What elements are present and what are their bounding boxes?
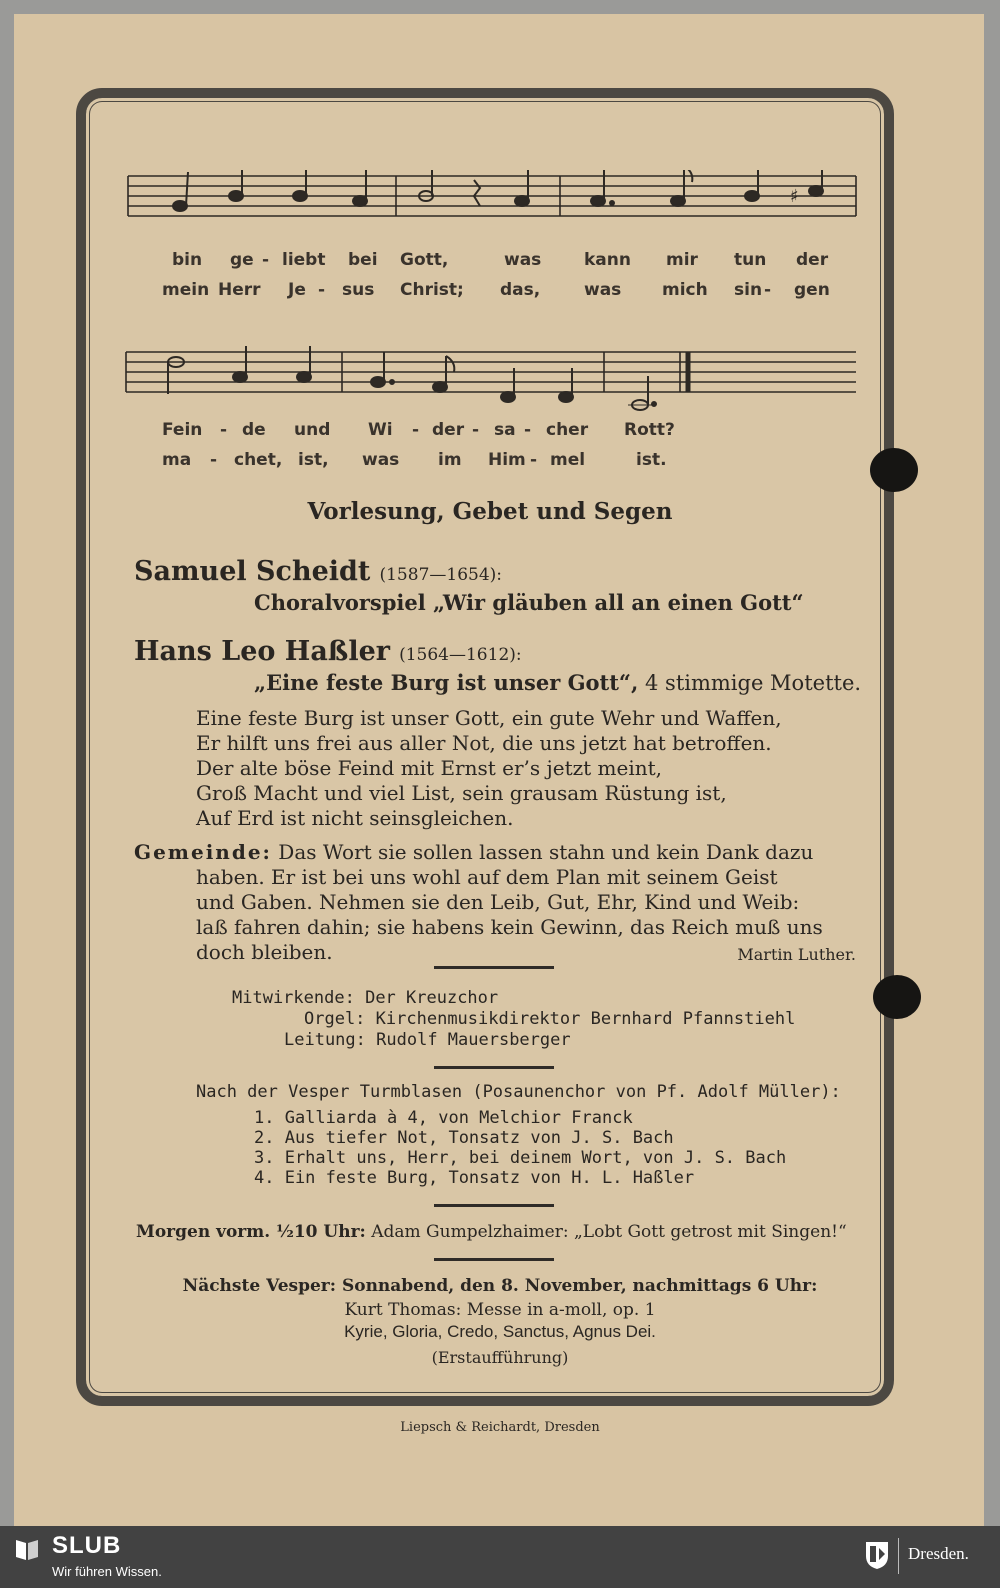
lyrics-block-1 [150, 250, 850, 310]
syllable: Je [288, 280, 306, 300]
syllable: gen [794, 280, 830, 300]
gemeinde-text: Das Wort sie sollen lassen stahn und kein Dank dazu [278, 840, 814, 864]
poem-line: Er hilft uns frei aus aller Not, die uns jetzt hat betroffen. [196, 731, 772, 755]
gemeinde-first-line [134, 840, 856, 865]
syllable: im [438, 450, 462, 470]
motet-title: „Eine feste Burg ist unser Gott“, [254, 670, 639, 695]
syllable: bei [348, 250, 378, 270]
svg-text:♯: ♯ [790, 186, 799, 207]
syllable: chet, [234, 450, 283, 470]
punch-hole [873, 975, 921, 1019]
syllable: das, [500, 280, 541, 300]
composer-years: (1564—1612): [399, 645, 522, 665]
music-staff-1 [124, 170, 862, 230]
syllable: mel [550, 450, 586, 470]
syllable: - [210, 450, 218, 470]
syllable: de [242, 420, 266, 440]
syllable: - [472, 420, 480, 440]
tower-music-item: 2. Aus tiefer Not, Tonsatz von J. S. Bach [254, 1128, 674, 1148]
lyrics-row [150, 420, 850, 450]
syllable: ma [162, 450, 192, 470]
gemeinde-line: haben. Er ist bei uns wohl auf dem Plan mit seinem Geist [196, 865, 778, 889]
syllable: Rott? [624, 420, 675, 440]
performer-label: Leitung: [284, 1030, 366, 1050]
gemeinde-last-line [134, 940, 856, 965]
poem-line: Der alte böse Feind mit Ernst er’s jetzt meint, [196, 756, 663, 780]
syllable: Christ; [400, 280, 464, 300]
syllable: - [530, 450, 538, 470]
syllable: kann [584, 250, 631, 270]
syllable: mir [666, 250, 698, 270]
motet-description: 4 stimmige Motette. [645, 671, 862, 695]
coat-of-arms-icon [864, 1540, 890, 1570]
tomorrow-time: Morgen vorm. ½10 Uhr: [136, 1222, 366, 1242]
syllable: ist. [636, 450, 667, 470]
tower-music-list [254, 1108, 786, 1188]
hymn-author: Martin Luther. [737, 945, 856, 964]
composer-entry-scheidt [134, 556, 502, 587]
composer-entry-hassler [134, 636, 522, 667]
work-title: Choralvorspiel „Wir gläuben all an einen Gott“ [254, 590, 804, 615]
syllable: Wi [368, 420, 393, 440]
motet-text [196, 706, 782, 831]
library-tagline: Wir führen Wissen. [52, 1564, 162, 1579]
syllable: mich [662, 280, 708, 300]
performer-row [232, 1030, 795, 1051]
syllable: mein [162, 280, 210, 300]
composer-name: Samuel Scheidt [134, 556, 371, 587]
punch-hole [870, 448, 918, 492]
syllable: sa [494, 420, 516, 440]
syllable: - [262, 250, 270, 270]
lyrics-row [150, 250, 850, 280]
syllable: der [432, 420, 465, 440]
syllable: Herr [218, 280, 261, 300]
next-vesper-work: Kurt Thomas: Messe in a-moll, op. 1 [344, 1300, 656, 1320]
composer-years: (1587—1654): [379, 565, 503, 585]
performer-row [232, 1009, 795, 1030]
work-title [254, 670, 861, 695]
syllable: sus [342, 280, 375, 300]
syllable: - [318, 280, 326, 300]
syllable: tun [734, 250, 767, 270]
syllable: cher [546, 420, 589, 440]
separator-rule [434, 1204, 554, 1207]
syllable: der [796, 250, 829, 270]
library-footer [0, 1526, 1000, 1588]
city-name: Dresden. [908, 1544, 969, 1563]
tower-music-item: 3. Erhalt uns, Herr, bei deinem Wort, von J. S. Bach [254, 1148, 787, 1168]
gemeinde-line: laß fahren dahin; sie habens kein Gewinn, das Reich muß uns [196, 915, 823, 939]
poem-line: Groß Macht und viel List, sein grausam Rüstung ist, [196, 781, 727, 805]
next-vesper-parts: Kyrie, Gloria, Credo, Sanctus, Agnus Dei. [344, 1322, 656, 1341]
poem-line: Eine feste Burg ist unser Gott, ein gute Wehr und Waffen, [196, 706, 782, 730]
syllable: Fein [162, 420, 203, 440]
gemeinde-block [134, 840, 856, 965]
lyrics-row [150, 450, 850, 480]
syllable: was [362, 450, 400, 470]
section-heading: Vorlesung, Gebet und Segen [307, 498, 673, 525]
syllable: bin [172, 250, 203, 270]
performer-value: Der Kreuzchor [365, 988, 499, 1008]
syllable: sin [734, 280, 763, 300]
syllable: - [220, 420, 228, 440]
syllable: was [504, 250, 542, 270]
gemeinde-text: doch bleiben. [196, 940, 333, 964]
gemeinde-line: und Gaben. Nehmen sie den Leib, Gut, Ehr, Kind und Weib: [196, 890, 800, 914]
performer-value: Kirchenmusikdirektor Bernhard Pfannstiehl [375, 1009, 796, 1029]
music-staff-2 [124, 346, 862, 416]
poem-line: Auf Erd ist nicht seinsgleichen. [196, 806, 514, 830]
tower-music-item: 4. Ein feste Burg, Tonsatz von H. L. Haßler [254, 1168, 695, 1188]
library-logo: SLUB [52, 1532, 122, 1559]
syllable: - [524, 420, 532, 440]
performer-row [232, 988, 795, 1009]
syllable: Gott, [400, 250, 449, 270]
syllable: liebt [282, 250, 326, 270]
performer-value: Rudolf Mauersberger [376, 1030, 571, 1050]
gemeinde-label: Gemeinde: [134, 840, 272, 864]
performer-label: Mitwirkende: [232, 988, 355, 1008]
separator-rule [434, 966, 554, 969]
book-icon [12, 1534, 42, 1564]
divider [898, 1538, 899, 1574]
syllable: Him [488, 450, 526, 470]
lyrics-block-2 [150, 420, 850, 480]
syllable: was [584, 280, 622, 300]
syllable: ist, [298, 450, 329, 470]
tomorrow-notice [136, 1222, 847, 1242]
performers-list [232, 988, 795, 1051]
composer-name: Hans Leo Haßler [134, 636, 390, 667]
lyrics-row [150, 280, 850, 310]
next-vesper-note: (Erstaufführung) [431, 1348, 569, 1367]
separator-rule [434, 1066, 554, 1069]
syllable: ge [230, 250, 254, 270]
syllable: - [412, 420, 420, 440]
printer-imprint: Liepsch & Reichardt, Dresden [400, 1420, 600, 1435]
tower-music-intro: Nach der Vesper Turmblasen (Posaunenchor von Pf. Adolf Müller): [196, 1082, 841, 1102]
performer-label: Orgel: [304, 1009, 366, 1029]
separator-rule [434, 1258, 554, 1261]
tower-music-item: 1. Galliarda à 4, von Melchior Franck [254, 1108, 633, 1128]
syllable: - [764, 280, 772, 300]
tomorrow-program: Adam Gumpelzhaimer: „Lobt Gott getrost mit Singen!“ [371, 1222, 847, 1242]
next-vesper-date: Nächste Vesper: Sonnabend, den 8. November, nachmittags 6 Uhr: [182, 1276, 818, 1296]
syllable: und [294, 420, 331, 440]
